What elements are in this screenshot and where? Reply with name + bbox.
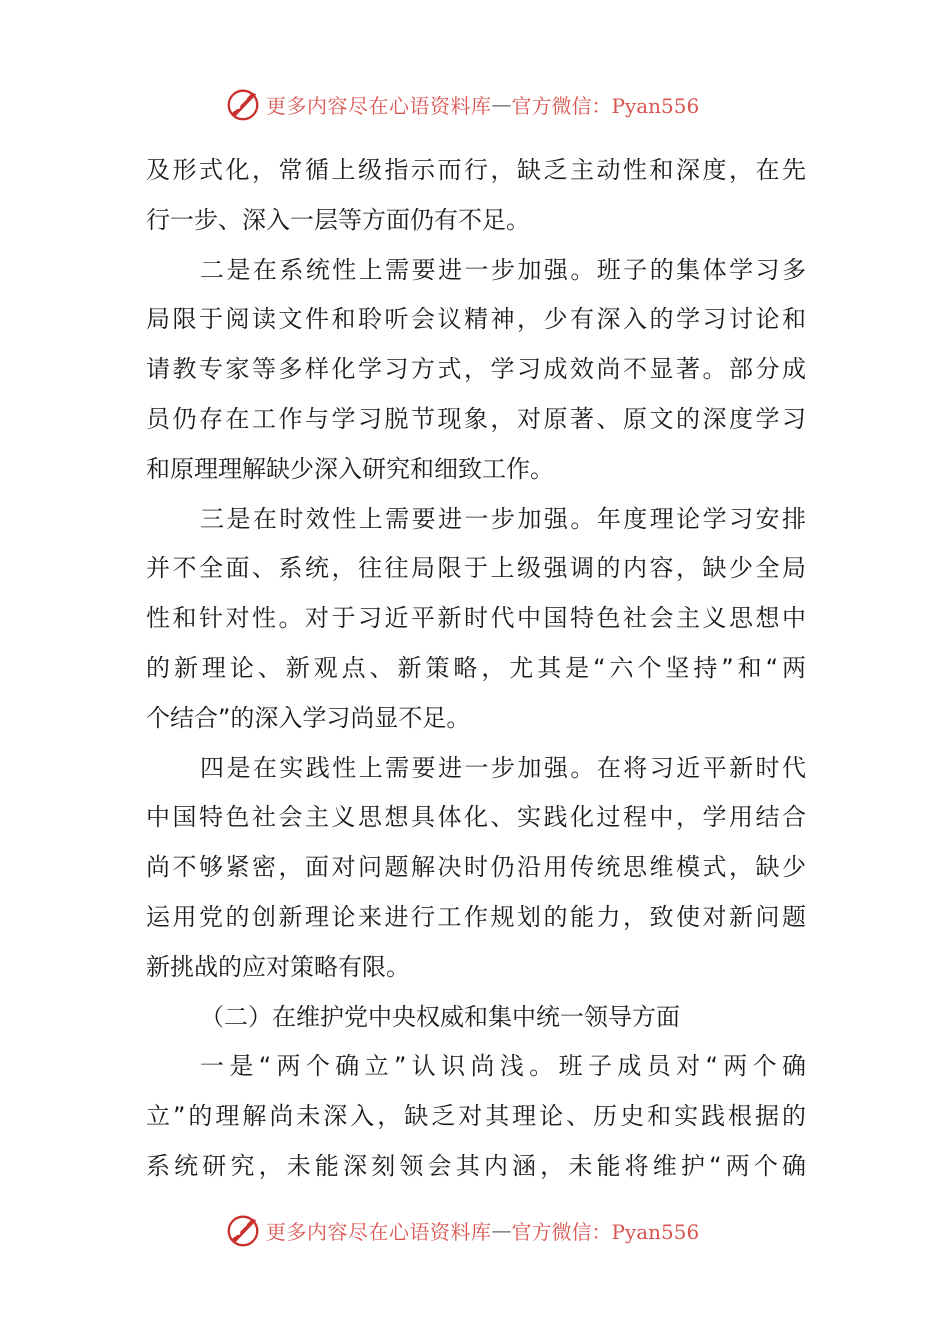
section-heading: （二）在维护党中央权威和集中统一领导方面 <box>200 1002 680 1031</box>
text-line: 三是在时效性上需要进一步加强。年度理论学习安排 <box>200 504 806 533</box>
text-line: 二是在系统性上需要进一步加强。班子的集体学习多 <box>200 255 806 284</box>
text-line: 并不全面、系统，往往局限于上级强调的内容，缺少全局 <box>146 554 806 583</box>
pen-logo-icon <box>224 85 262 123</box>
banner-contact: 官方微信：Pyan556 <box>511 93 700 118</box>
text-line: 立”的理解尚未深入，缺乏对其理论、历史和实践根据的 <box>146 1102 806 1131</box>
text-line: 一是“两个确立”认识尚浅。班子成员对“两个确 <box>200 1052 806 1081</box>
footer-watermark-banner <box>224 1210 724 1250</box>
banner-dash: — <box>491 1218 512 1242</box>
text-line: 性和针对性。对于习近平新时代中国特色社会主义思想中 <box>146 604 806 633</box>
text-line: 局限于阅读文件和聆听会议精神，少有深入的学习讨论和 <box>146 305 806 334</box>
body-text <box>146 146 806 1192</box>
text-line: 尚不够紧密，面对问题解决时仍沿用传统思维模式，缺少 <box>146 853 806 882</box>
text-line: 及形式化，常循上级指示而行，缺乏主动性和深度，在先 <box>146 156 806 184</box>
text-line: 四是在实践性上需要进一步加强。在将习近平新时代 <box>200 753 806 782</box>
text-line: 员仍存在工作与学习脱节现象，对原著、原文的深度学习 <box>146 404 806 433</box>
text-line: 运用党的创新理论来进行工作规划的能力，致使对新问题 <box>146 902 806 931</box>
pen-logo-icon <box>224 1211 262 1249</box>
banner-title: 更多内容尽在心语资料库 <box>266 1219 492 1244</box>
text-line: 中国特色社会主义思想具体化、实践化过程中，学用结合 <box>146 803 806 832</box>
text-line: 请教专家等多样化学习方式，学习成效尚不显著。部分成 <box>146 355 806 384</box>
header-watermark-banner <box>224 84 724 124</box>
banner-dash: — <box>491 92 512 116</box>
text-line: 新挑战的应对策略有限。 <box>146 952 410 981</box>
text-line: 个结合”的深入学习尚显不足。 <box>146 703 471 732</box>
banner-contact: 官方微信：Pyan556 <box>511 1219 700 1244</box>
text-line: 行一步、深入一层等方面仍有不足。 <box>146 205 530 234</box>
text-line: 和原理理解缺少深入研究和细致工作。 <box>146 454 554 483</box>
text-line: 的新理论、新观点、新策略，尤其是“六个坚持”和“两 <box>146 653 806 682</box>
banner-title: 更多内容尽在心语资料库 <box>266 93 492 118</box>
text-line: 系统研究，未能深刻领会其内涵，未能将维护“两个确 <box>146 1151 806 1180</box>
